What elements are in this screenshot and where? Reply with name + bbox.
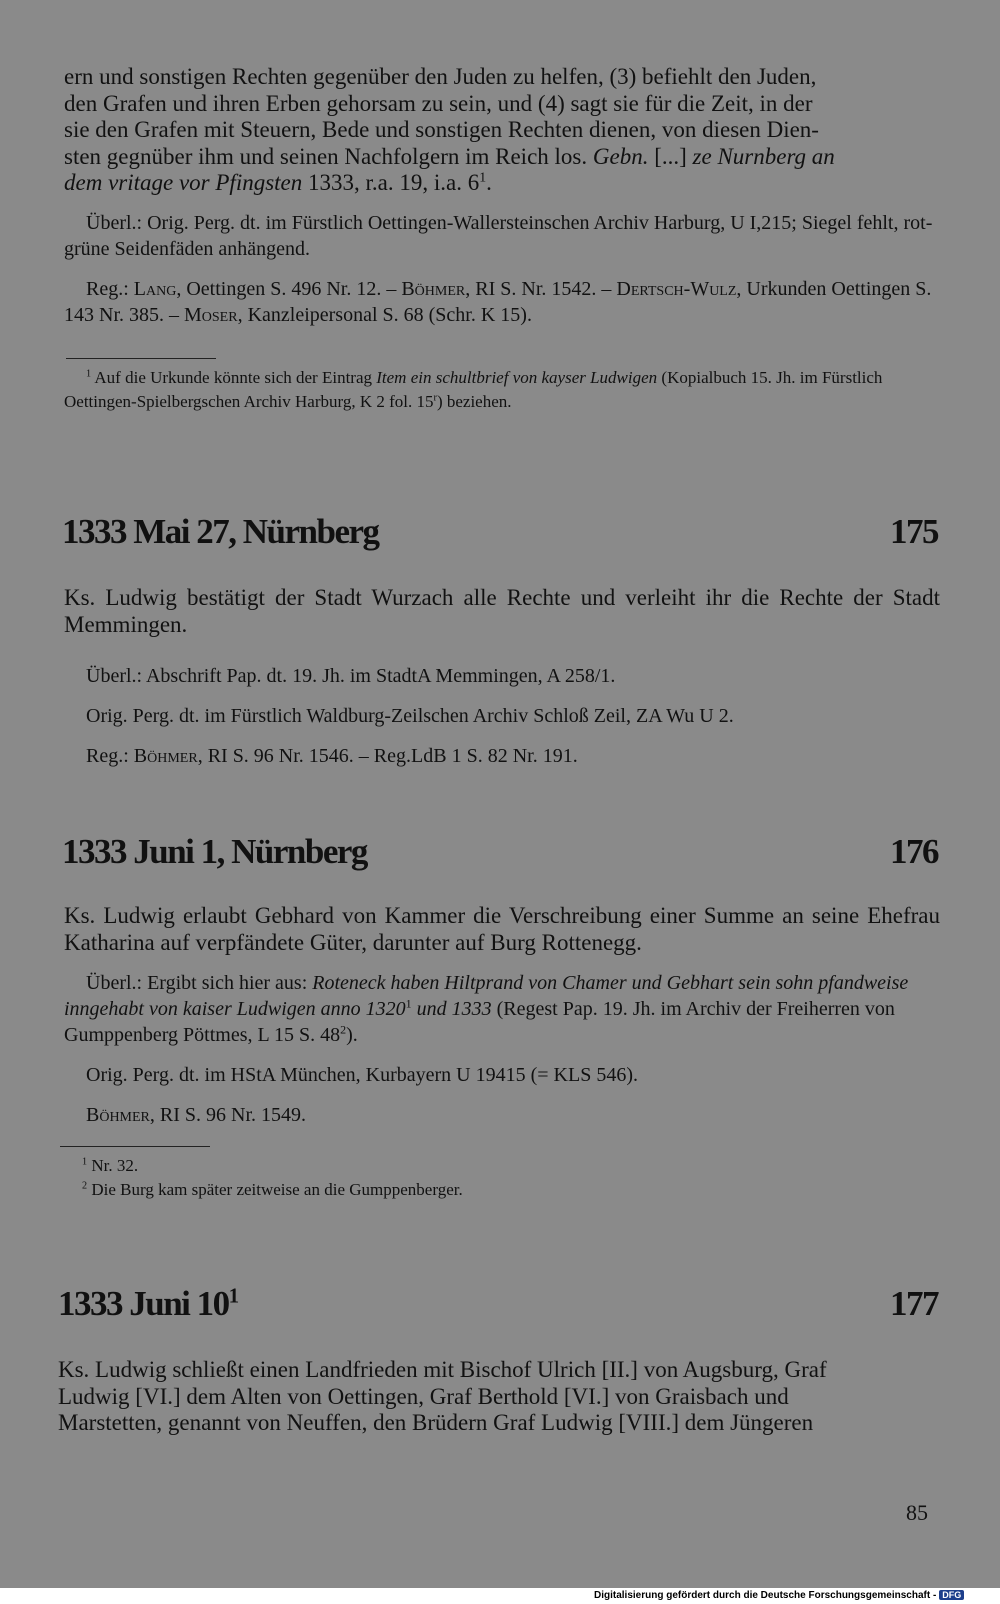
entry-heading-176 xyxy=(62,832,938,872)
intro-reg xyxy=(64,276,940,328)
digitization-credit: Digitalisierung gefördert durch die Deutsche Forschungsgemeinschaft - DFG xyxy=(594,1590,964,1601)
footnote-1: $^1$ Nr. 32. xyxy=(82,1156,139,1175)
intro-ueberl xyxy=(64,210,940,262)
intro-text xyxy=(64,64,940,197)
dfg-logo: DFG xyxy=(939,1590,964,1600)
entry-176-summary xyxy=(64,903,940,956)
page-number: 85 xyxy=(906,1500,928,1525)
summary-text: Ks. Ludwig schließt einen Landfrieden mit Bischof Ulrich [II.] von Augsburg, Graf Ludwig [VI.] dem Alten von Oettingen, Graf Berthold [VI.] von Graisbach und Marstetten, genannt von Neuffen, den Brüdern Graf Ludwig [VIII.] dem Jüngeren xyxy=(58,1357,827,1435)
reg-text: Reg.: Böhmer, RI S. 96 Nr. 1546. – Reg.LdB 1 S. 82 Nr. 191. xyxy=(86,745,578,767)
orig-text: Orig. Perg. dt. im Fürstlich Waldburg-Zeilschen Archiv Schloß Zeil, ZA Wu U 2. xyxy=(86,705,734,727)
footnote-divider xyxy=(60,1146,210,1147)
entry-date-place: 1333 Mai 27, Nürnberg xyxy=(62,512,379,551)
entry-number: 175 xyxy=(890,512,938,551)
intro-footnote xyxy=(64,366,940,414)
ueberl-text: Überl.: Ergibt sich hier aus: Roteneck haben Hiltprand von Chamer und Gebhart sein sohn pfandweise inngehabt von kaiser Ludwigen anno 1320$^1$ und 1333 (Regest Pap. 19. Jh. im Archiv der Freiherren von Gumppenberg Pöttmes, L 15 S. $48^2$). xyxy=(64,972,909,1046)
footnote-divider xyxy=(66,358,216,359)
entry-number: 176 xyxy=(890,832,938,871)
entry-175-summary xyxy=(64,585,940,638)
ueberl-text: Überl.: Abschrift Pap. dt. 19. Jh. im StadtA Memmingen, A 258/1. xyxy=(86,665,616,687)
entry-date-place: 1333 Juni $10^1$ xyxy=(58,1283,238,1323)
summary-text: Ks. Ludwig bestätigt der Stadt Wurzach alle Rechte und verleiht ihr die Rechte der Stadt Memmingen. xyxy=(64,585,940,637)
ueberl-text: Überl.: Orig. Perg. dt. im Fürstlich Oettingen-Wallersteinschen Archiv Harburg, U I,215; Siegel fehlt, rot-grüne Seidenfäden anhängend. xyxy=(64,212,933,260)
entry-176-footnotes xyxy=(60,1154,936,1202)
entry-177-summary xyxy=(58,1357,938,1437)
entry-date-place: 1333 Juni 1, Nürnberg xyxy=(62,832,367,871)
entry-heading-177 xyxy=(58,1284,938,1324)
orig-text: Orig. Perg. dt. im HStA München, Kurbayern U 19415 (= KLS 546). xyxy=(86,1064,638,1086)
footnote-text: $^1$ Auf die Urkunde könnte sich der Eintrag Item ein schultbrief von kayser Ludwigen (Kopialbuch 15. Jh. im Fürstlich Oettingen-Spielbergschen Archiv Harburg, K 2 fol. 15$^r$) beziehen. xyxy=(64,368,883,411)
entry-175-notes xyxy=(64,663,940,769)
intro-paragraph: ern und sonstigen Rechten gegenüber den Juden zu helfen, (3) befiehlt den Juden, den Grafen und ihren Erben gehorsam zu sein, und (4) sagt sie für die Zeit, in der sie den Grafen mit Steuern, Bede und sonstigen Rechten dienen, von diesen Dien- sten gegnüber ihm und seinen Nachfolgern im Reich los. Gebn. [...] ze Nurnberg an dem vritage vor Pfingsten 1333, r.a. 19, i.a. $6^1$. xyxy=(64,64,835,195)
footnote-2: $^2$ Die Burg kam später zeitweise an die Gumppenberger. xyxy=(82,1180,463,1199)
entry-heading-175 xyxy=(62,512,938,552)
entry-176-notes xyxy=(64,970,940,1128)
reg-text: Reg.: Lang, Oettingen S. 496 Nr. 12. – Böhmer, RI S. Nr. 1542. – Dertsch-Wulz, Urkunden Oettingen S. 143 Nr. 385. – Moser, Kanzleipersonal S. 68 (Schr. K 15). xyxy=(64,278,932,326)
summary-text: Ks. Ludwig erlaubt Gebhard von Kammer die Verschreibung einer Summe an seine Ehefrau Katharina auf verpfändete Güter, darunter auf Burg Rottenegg. xyxy=(64,903,940,955)
entry-number: 177 xyxy=(890,1284,938,1323)
reg-text: Böhmer, RI S. 96 Nr. 1549. xyxy=(86,1104,307,1126)
